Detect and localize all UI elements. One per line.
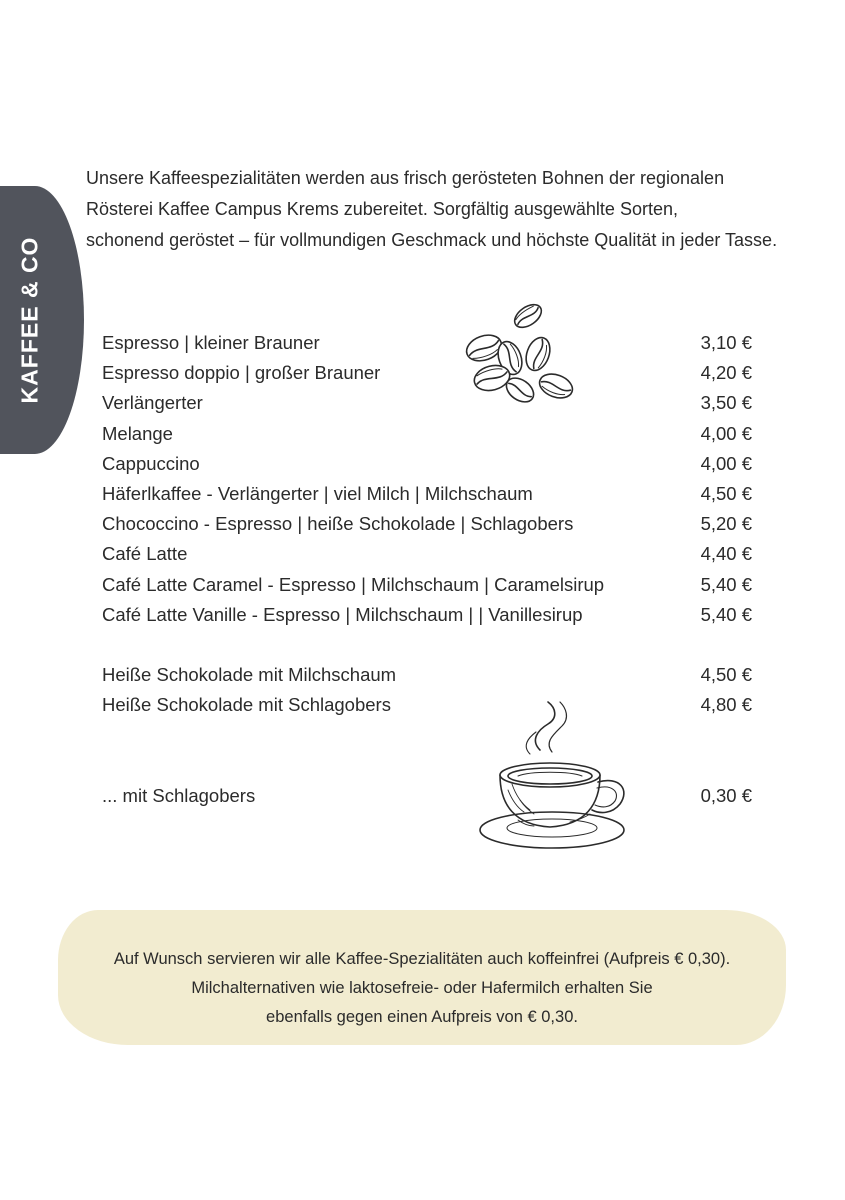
menu-item <box>102 600 752 630</box>
intro-line: schonend geröstet – für vollmundigen Geschmack und höchste Qualität in jeder Tasse. <box>86 230 778 250</box>
menu-item <box>102 690 752 720</box>
item-name: ... mit Schlagobers <box>102 785 256 806</box>
menu-item <box>102 419 752 449</box>
item-price: 4,50 € <box>700 482 752 504</box>
note-text <box>58 945 786 1032</box>
item-price: 4,00 € <box>700 422 752 444</box>
side-tab-label: KAFFEE & CO <box>16 236 43 404</box>
menu-item <box>102 328 752 358</box>
item-price: 5,20 € <box>700 513 752 535</box>
coffee-cup-icon <box>470 680 635 860</box>
item-name: Heiße Schokolade mit Schlagobers <box>102 694 391 716</box>
item-name: Häferlkaffee - Verlängerter | viel Milch | Milchschaum <box>102 482 533 504</box>
item-name: Chococcino - Espresso | heiße Schokolade | Schlagobers <box>102 513 574 535</box>
item-name: Verlängerter <box>102 392 203 414</box>
menu-item <box>102 388 752 418</box>
menu-item <box>102 539 752 569</box>
item-price: 4,40 € <box>700 543 752 565</box>
item-price: 5,40 € <box>700 603 752 625</box>
item-price: 4,20 € <box>700 362 752 384</box>
menu-item <box>102 449 752 479</box>
item-price: 3,10 € <box>700 332 752 353</box>
chocolate-menu-list <box>102 660 752 720</box>
note-line: ebenfalls gegen einen Aufpreis von € 0,30. <box>266 1008 578 1026</box>
item-price: 5,40 € <box>700 573 752 595</box>
menu-item <box>102 358 752 388</box>
extra-menu-list <box>102 781 752 811</box>
item-name: Café Latte Vanille - Espresso | Milchschaum | | Vanillesirup <box>102 603 583 625</box>
menu-item <box>102 660 752 690</box>
note-line: Auf Wunsch servieren wir alle Kaffee-Spezialitäten auch koffeinfrei (Aufpreis € 0,30). <box>113 950 731 968</box>
menu-item <box>102 570 752 600</box>
item-name: Espresso | kleiner Brauner <box>102 332 320 353</box>
item-name: Espresso doppio | großer Brauner <box>102 362 381 384</box>
item-name: Café Latte Caramel - Espresso | Milchschaum | Caramelsirup <box>102 573 605 595</box>
item-price: 0,30 € <box>700 785 752 806</box>
item-price: 4,00 € <box>700 452 752 474</box>
menu-item <box>102 479 752 509</box>
item-name: Melange <box>102 422 173 444</box>
coffee-menu-list <box>102 328 752 630</box>
intro-line: Unsere Kaffeespezialitäten werden aus frisch gerösteten Bohnen der regionalen <box>86 168 725 188</box>
note-line: Milchalternativen wie laktosefreie- oder Hafermilch erhalten Sie <box>191 979 653 997</box>
menu-item <box>102 509 752 539</box>
item-price: 3,50 € <box>700 392 752 414</box>
item-name: Café Latte <box>102 543 188 565</box>
menu-item <box>102 781 752 811</box>
intro-line: Rösterei Kaffee Campus Krems zubereitet. Sorgfältig ausgewählte Sorten, <box>86 199 678 219</box>
item-price: 4,50 € <box>700 664 752 685</box>
item-name: Cappuccino <box>102 452 200 474</box>
intro-text <box>86 163 826 256</box>
item-name: Heiße Schokolade mit Milchschaum <box>102 664 397 685</box>
item-price: 4,80 € <box>700 694 752 716</box>
